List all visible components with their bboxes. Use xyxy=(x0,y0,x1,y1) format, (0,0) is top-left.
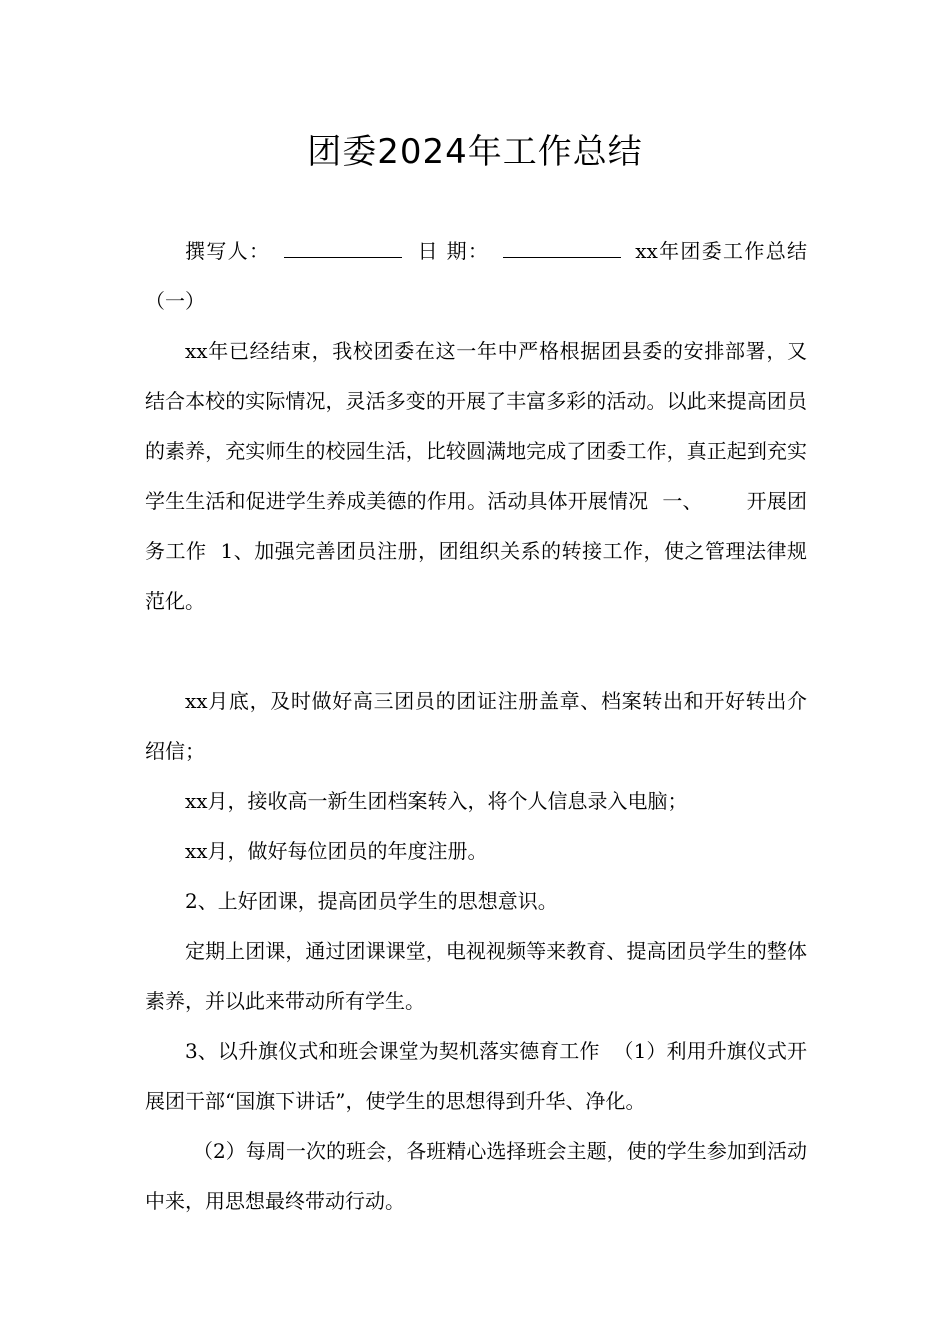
paragraph xyxy=(145,326,807,626)
header-tail: xx年团委工作总结（一） xyxy=(145,239,808,313)
subsection-text: （1）利用升旗仪式开展团干部“国旗下讲话”，使学生的思想得到升华、净化。 xyxy=(145,1039,807,1113)
paragraph: （2）每周一次的班会，各班精心选择班会主题，使的学生参加到活动中来，用思想最终带动行动。 xyxy=(145,1139,807,1213)
author-label: 撰写人： xyxy=(185,239,271,263)
paragraph: xx月底，及时做好高三团员的团证注册盖章、档案转出和开好转出介绍信； xyxy=(145,689,807,763)
paragraph-gap xyxy=(145,626,807,676)
document-body xyxy=(145,226,807,1226)
paragraph-text: xx年已经结束，我校团委在这一年中严格根据团县委的安排部署，又结合本校的实际情况，灵活多变的开展了丰富多彩的活动。以此来提高团员的素养，充实师生的校园生活，比较圆满地完成了团委工作，真正起到充实学生生活和促进学生养成美德的作用。活动具体开展情况 xyxy=(145,339,807,513)
paragraph: 定期上团课，通过团课课堂，电视视频等来教育、提高团员学生的整体素养，并以此来带动所有学生。 xyxy=(145,939,807,1013)
header-line xyxy=(145,226,807,326)
date-blank xyxy=(503,239,621,258)
paragraph: xx月，接收高一新生团档案转入，将个人信息录入电脑； xyxy=(185,789,688,813)
subsection-heading: 3、以升旗仪式和班会课堂为契机落实德育工作 xyxy=(185,1039,600,1063)
paragraph: 2、上好团课，提高团员学生的思想意识。 xyxy=(185,889,558,913)
subsection-text: 1、加强完善团员注册，团组织关系的转接工作，使之管理法律规范化。 xyxy=(145,539,807,613)
document-title: 团委2024年工作总结 xyxy=(307,132,643,172)
section-number: 一、 xyxy=(662,489,703,513)
author-blank xyxy=(284,239,402,258)
paragraph: xx月，做好每位团员的年度注册。 xyxy=(185,839,488,863)
paragraph xyxy=(145,1026,807,1126)
date-label: 日 期： xyxy=(416,239,490,263)
section-heading: 开展团务工作 xyxy=(145,489,808,563)
